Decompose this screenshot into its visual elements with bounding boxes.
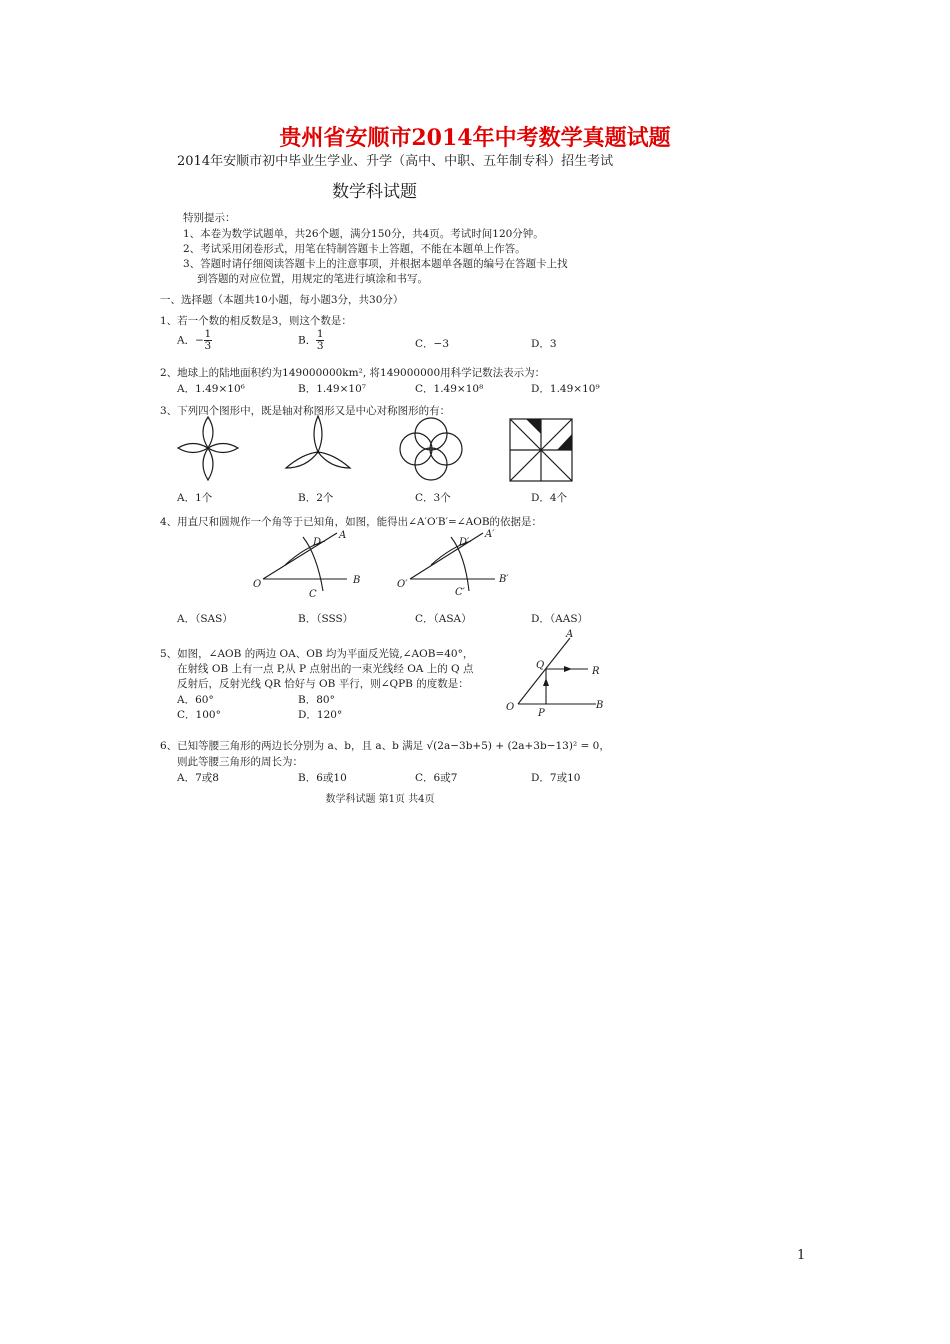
q1-option-c: C．−3 [415, 338, 450, 350]
q2-option-a: A．1.49×10⁶ [177, 383, 245, 395]
q6-option-b: B．6或10 [298, 772, 347, 784]
question-1-stem: 1、若一个数的相反数是3，则这个数是： [160, 315, 352, 327]
four-circle-figure [400, 418, 462, 480]
q5-label-r: R [592, 666, 600, 677]
question-4-stem: 4、用直尺和圆规作一个角等于已知角，如图，能得出∠A′O′B′=∠AOB的依据是： [160, 516, 543, 528]
q5-option-d: D．120° [298, 709, 343, 721]
q3-option-d: D．4个 [531, 492, 568, 504]
q3-option-a: A．1个 [177, 492, 213, 504]
question-5-stem: 在射线 OB 上有一点 P,从 P 点射出的一束光线经 OA 上的 Q 点 [177, 663, 474, 675]
numerator: 1 [316, 328, 324, 340]
fig1-label-b: B [353, 575, 361, 586]
fig2-label-o: O′ [397, 579, 408, 590]
document-title: 贵州省安顺市2014年中考数学真题试题 [279, 125, 671, 151]
page-footer: 数学科试题 第1页 共4页 [325, 794, 435, 805]
fig2-label-b: B′ [499, 574, 509, 585]
q1-option-a [177, 329, 212, 352]
angle-a-prime-o-prime-b-prime-figure [410, 533, 495, 591]
numerator: 1 [204, 328, 212, 340]
notice-item: 3、答题时请仔细阅读答题卡上的注意事项，并根据本题单各题的编号在答题卡上找 [183, 258, 568, 270]
question-5-stem: 反射后，反射光线 QR 恰好与 OB 平行，则∠QPB 的度数是： [177, 678, 469, 690]
q4-option-c: C．（ASA） [415, 613, 472, 625]
q6-option-c: C．6或7 [415, 772, 458, 784]
q5-option-a: A．60° [177, 694, 214, 706]
question-2-stem: 2、地球上的陆地面积约为149000000km², 将149000000用科学记数法表示为： [160, 367, 546, 379]
fraction [204, 329, 212, 352]
q3-figures [160, 412, 600, 490]
q5-figure [500, 628, 610, 720]
question-6-stem-2: 则此等腰三角形的周长为： [177, 756, 303, 768]
fig1-label-o: O [253, 579, 262, 590]
q5-label-q: Q [536, 660, 545, 671]
fig2-label-d: D′ [459, 537, 470, 548]
four-petal-figure [178, 417, 238, 480]
q4-option-a: A．（SAS） [177, 613, 233, 625]
q6-option-d: D．7或10 [531, 772, 581, 784]
fig1-label-c: C [309, 589, 317, 600]
q3-option-b: B．2个 [298, 492, 334, 504]
q2-option-c: C．1.49×10⁸ [415, 383, 484, 395]
q5-label-a: A [566, 629, 574, 640]
three-petal-figure [286, 416, 350, 468]
notice-heading: 特别提示： [183, 212, 236, 224]
q1-option-a-label: A．− [177, 334, 204, 347]
fig2-label-c: C′ [455, 587, 465, 598]
fig1-label-d: D [313, 537, 322, 548]
q6-option-a: A．7或8 [177, 772, 219, 784]
q1-option-b-label: B． [298, 334, 317, 347]
q5-label-b: B [596, 700, 604, 711]
q1-option-d: D．3 [531, 338, 557, 350]
subject-title: 数学科试题 [332, 182, 417, 202]
exam-header: 2014年安顺市初中毕业生学业、升学（高中、中职、五年制专科）招生考试 [177, 154, 614, 169]
notice-item: 1、本卷为数学试题单，共26个题，满分150分，共4页。考试时间120分钟。 [183, 228, 544, 240]
q1-option-b [298, 329, 324, 352]
q5-label-p: P [538, 708, 545, 719]
fraction [316, 329, 324, 352]
fig1-label-a: A [339, 530, 347, 541]
q4-option-b: B．（SSS） [298, 613, 354, 625]
notice-item: 到答题的对应位置，用规定的笔进行填涂和书写。 [197, 273, 428, 285]
denominator: 3 [204, 340, 212, 352]
q4-figures [245, 525, 535, 605]
q2-option-d: D．1.49×10⁹ [531, 383, 600, 395]
q5-option-b: B．80° [298, 694, 335, 706]
notice-item: 2、考试采用闭卷形式，用笔在特制答题卡上答题，不能在本题单上作答。 [183, 243, 526, 255]
fig2-label-a: A′ [485, 529, 495, 540]
page-number: 1 [797, 1248, 806, 1263]
q4-option-d: D．（AAS） [531, 613, 589, 625]
q5-label-o: O [506, 702, 515, 713]
q3-option-c: C．3个 [415, 492, 451, 504]
question-6-stem: 6、已知等腰三角形的两边长分别为 a、b，且 a、b 满足 √(2a−3b+5) + (2a+3b−13)² = 0， [160, 740, 610, 752]
question-3-stem: 3、下列四个图形中，既是轴对称图形又是中心对称图形的有： [160, 405, 451, 417]
question-5-stem: 5、如图，∠AOB 的两边 OA、OB 均为平面反光镜,∠AOB=40°， [160, 648, 474, 660]
q5-option-c: C．100° [177, 709, 221, 721]
section-heading: 一、选择题（本题共10小题，每小题3分，共30分） [160, 294, 404, 306]
q2-option-b: B．1.49×10⁷ [298, 383, 366, 395]
denominator: 3 [316, 340, 324, 352]
angle-aob-figure [263, 533, 347, 591]
